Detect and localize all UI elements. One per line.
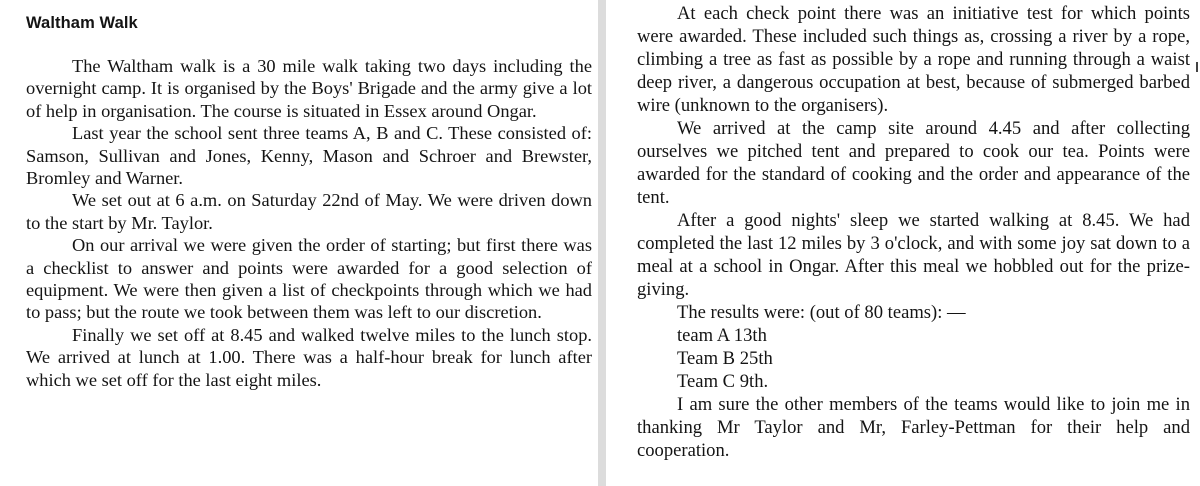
paragraph-camp: We arrived at the camp site around 4.45 and after collecting ourselves we pitched tent and prepared to cook our tea. Points were awarded for the standard of cooking and the order and appearance of the tent. bbox=[637, 118, 1190, 208]
paragraph-start: We set out at 6 a.m. on Saturday 22nd of May. We were driven down to the start by Mr. Taylor. bbox=[26, 190, 592, 233]
paragraph-teams: Last year the school sent three teams A, B and C. These consisted of: Samson, Sullivan and Jones, Kenny, Mason and Schroer and Brewster, Bromley and Warner. bbox=[26, 123, 592, 189]
page-gutter bbox=[598, 0, 606, 486]
scan-edge-mark bbox=[1196, 62, 1198, 72]
paragraph-second-day: After a good nights' sleep we started walking at 8.45. We had completed the last 12 miles by 3 o'clock, and with some joy sat down to a meal at a school in Ongar. After this meal we hobbled out for the prize-giving. bbox=[637, 210, 1190, 300]
paragraph-intro: The Waltham walk is a 30 mile walk taking two days including the overnight camp. It is organised by the Boys' Brigade and the army give a lot of help in organisation. The course is situated in Essex around Ongar. bbox=[26, 56, 592, 121]
right-page-column bbox=[606, 0, 1200, 486]
left-page-column bbox=[0, 0, 598, 486]
paragraph-checkpoints: At each check point there was an initiative test for which points were awarded. These included such things as, crossing a river by a rope, climbing a tree as fast as possible by a rope and running through a waist deep river, a dangerous occupation at best, because of submerged barbed wire (unknown to the organisers). bbox=[637, 3, 1190, 116]
result-team-c: Team C 9th. bbox=[677, 371, 769, 392]
paragraph-thanks: I am sure the other members of the teams would like to join me in thanking Mr Taylor and Mr, Farley-Pettman for their help and cooperation. bbox=[637, 394, 1190, 461]
paragraph-lunch: Finally we set off at 8.45 and walked twelve miles to the lunch stop. We arrived at lunch at 1.00. There was a half-hour break for lunch after which we set off for the last eight miles. bbox=[26, 324, 592, 390]
result-team-b: Team B 25th bbox=[677, 348, 773, 369]
results-intro: The results were: (out of 80 teams): — bbox=[677, 302, 966, 323]
result-team-a: team A 13th bbox=[677, 325, 767, 346]
paragraph-arrival: On our arrival we were given the order of starting; but first there was a checklist to answer and points were awarded for a good selection of equipment. We were then given a list of checkpoints through which we had to pass; but the route we took between them was left to our discretion. bbox=[26, 235, 592, 323]
article-title: Waltham Walk bbox=[26, 14, 138, 32]
